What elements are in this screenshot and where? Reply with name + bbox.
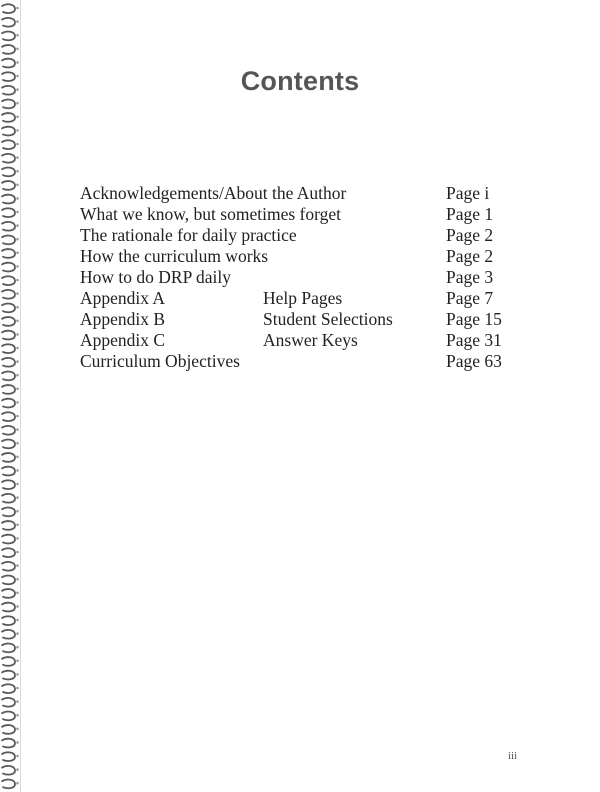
binding-hole <box>16 578 19 581</box>
spiral-coil <box>2 644 15 653</box>
toc-row <box>80 246 540 267</box>
toc-entry-page: Page 63 <box>446 351 502 371</box>
binding-hole <box>16 714 19 717</box>
binding-hole <box>16 252 19 255</box>
binding-hole <box>16 333 19 336</box>
binding-hole <box>16 116 19 119</box>
spiral-coil <box>2 372 15 381</box>
spiral-coil <box>2 32 15 41</box>
binding-hole <box>16 34 19 37</box>
toc-entry-page: Page 2 <box>446 225 494 245</box>
binding-hole <box>16 728 19 731</box>
spiral-coil <box>2 684 15 693</box>
binding-hole <box>16 143 19 146</box>
page-title: Contents <box>240 66 360 96</box>
binding-hole <box>16 755 19 758</box>
spiral-coil <box>2 168 15 177</box>
binding-hole <box>16 700 19 703</box>
binding-hole <box>16 7 19 10</box>
binding-hole <box>16 292 19 295</box>
binding-hole <box>16 660 19 663</box>
toc-entry-page: Page 2 <box>446 246 494 266</box>
toc-entry-label: What we know, but sometimes forget <box>80 204 341 224</box>
binding-hole <box>16 592 19 595</box>
toc-entry-label: Appendix B <box>80 309 166 329</box>
binding-hole <box>16 483 19 486</box>
toc-entry-label: Curriculum Objectives <box>80 351 240 371</box>
binding-hole <box>16 551 19 554</box>
toc-entry-subtitle: Answer Keys <box>263 330 358 350</box>
toc-entry-label: Appendix A <box>80 288 166 308</box>
binding-hole <box>16 619 19 622</box>
spiral-coil <box>2 195 15 204</box>
spiral-coil <box>2 766 15 775</box>
spiral-coil <box>2 263 15 272</box>
binding-hole <box>16 360 19 363</box>
toc-entry-subtitle: Student Selections <box>263 309 393 329</box>
spiral-coil <box>2 725 15 734</box>
spiral-coil <box>2 181 15 190</box>
spiral-coil <box>2 508 15 517</box>
binding-hole <box>16 320 19 323</box>
binding-hole <box>16 401 19 404</box>
toc-row <box>80 309 540 330</box>
table-of-contents <box>80 183 540 372</box>
spiral-coil <box>2 222 15 231</box>
spiral-coil <box>2 100 15 109</box>
binding-hole <box>16 537 19 540</box>
toc-entry-label: The rationale for daily practice <box>80 225 297 245</box>
spiral-coil <box>2 562 15 571</box>
spiral-coil <box>2 480 15 489</box>
toc-entry-label: Appendix C <box>80 330 166 350</box>
toc-row <box>80 288 540 309</box>
binding-hole <box>16 306 19 309</box>
binding-hole <box>16 265 19 268</box>
toc-entry-page: Page 31 <box>446 330 502 350</box>
binding-hole <box>16 156 19 159</box>
binding-hole <box>16 238 19 241</box>
binding-hole <box>16 374 19 377</box>
spiral-coil <box>2 535 15 544</box>
binding-hole <box>16 48 19 51</box>
toc-row <box>80 225 540 246</box>
binding-hole <box>16 605 19 608</box>
spiral-coil <box>2 467 15 476</box>
spiral-coil <box>2 140 15 149</box>
binding-hole <box>16 20 19 23</box>
spiral-coil <box>2 236 15 245</box>
spiral-coil <box>2 399 15 408</box>
binding-hole <box>16 741 19 744</box>
binding-hole <box>16 442 19 445</box>
binding-hole <box>16 170 19 173</box>
toc-entry-page: Page 3 <box>446 267 494 287</box>
toc-row <box>80 267 540 288</box>
toc-row <box>80 351 540 372</box>
binding-hole <box>16 469 19 472</box>
spiral-coil <box>2 249 15 258</box>
binding-hole <box>16 510 19 513</box>
spiral-coil <box>2 127 15 136</box>
toc-row <box>80 330 540 351</box>
binding-hole <box>16 496 19 499</box>
spiral-coil <box>2 4 15 13</box>
spiral-coil <box>2 576 15 585</box>
binding-hole <box>16 428 19 431</box>
binding-hole <box>16 224 19 227</box>
binding-hole <box>16 102 19 105</box>
spiral-coil <box>2 616 15 625</box>
binding-hole <box>16 61 19 64</box>
spiral-coil <box>2 752 15 761</box>
binding-hole <box>16 211 19 214</box>
spiral-coil <box>2 290 15 299</box>
spiral-coil <box>2 385 15 394</box>
toc-row <box>80 183 540 204</box>
spiral-coil <box>2 358 15 367</box>
spiral-coil <box>2 412 15 421</box>
binding-hole <box>16 456 19 459</box>
spiral-coil <box>2 440 15 449</box>
toc-entry-subtitle: Help Pages <box>263 288 343 308</box>
spiral-coil <box>2 739 15 748</box>
spiral-coil <box>2 603 15 612</box>
spiral-coil <box>2 276 15 285</box>
toc-entry-page: Page 15 <box>446 309 502 329</box>
spiral-coil <box>2 453 15 462</box>
spiral-coil <box>2 18 15 27</box>
toc-entry-label: How to do DRP daily <box>80 267 232 287</box>
toc-row <box>80 204 540 225</box>
binding-hole <box>16 184 19 187</box>
binding-hole <box>16 782 19 785</box>
spiral-coil <box>2 317 15 326</box>
spiral-coil <box>2 698 15 707</box>
binding-hole <box>16 646 19 649</box>
spiral-coil <box>2 548 15 557</box>
binding-hole <box>16 673 19 676</box>
spiral-coil <box>2 304 15 313</box>
page-edge <box>20 0 21 792</box>
binding-hole <box>16 632 19 635</box>
spiral-coil <box>2 671 15 680</box>
spiral-coil <box>2 494 15 503</box>
spiral-coil <box>2 154 15 163</box>
page-number: iii <box>508 750 518 762</box>
spiral-coil <box>2 712 15 721</box>
spiral-coil <box>2 589 15 598</box>
binding-hole <box>16 564 19 567</box>
toc-entry-label: How the curriculum works <box>80 246 269 266</box>
binding-hole <box>16 388 19 391</box>
spiral-binding <box>0 0 22 792</box>
spiral-coil <box>2 521 15 530</box>
toc-entry-page: Page i <box>446 183 490 203</box>
binding-hole <box>16 768 19 771</box>
spiral-coil <box>2 45 15 54</box>
spiral-coil <box>2 208 15 217</box>
spiral-coil <box>2 780 15 789</box>
spiral-coil <box>2 630 15 639</box>
spiral-coil <box>2 657 15 666</box>
binding-hole <box>16 524 19 527</box>
binding-hole <box>16 197 19 200</box>
toc-entry-label: Acknowledgements/About the Author <box>80 183 347 203</box>
binding-hole <box>16 129 19 132</box>
binding-hole <box>16 279 19 282</box>
spiral-coil <box>2 344 15 353</box>
spiral-coil <box>2 331 15 340</box>
spiral-coil <box>2 426 15 435</box>
toc-entry-page: Page 1 <box>446 204 494 224</box>
spiral-coil <box>2 113 15 122</box>
toc-entry-page: Page 7 <box>446 288 494 308</box>
binding-hole <box>16 415 19 418</box>
binding-hole <box>16 347 19 350</box>
binding-hole <box>16 687 19 690</box>
